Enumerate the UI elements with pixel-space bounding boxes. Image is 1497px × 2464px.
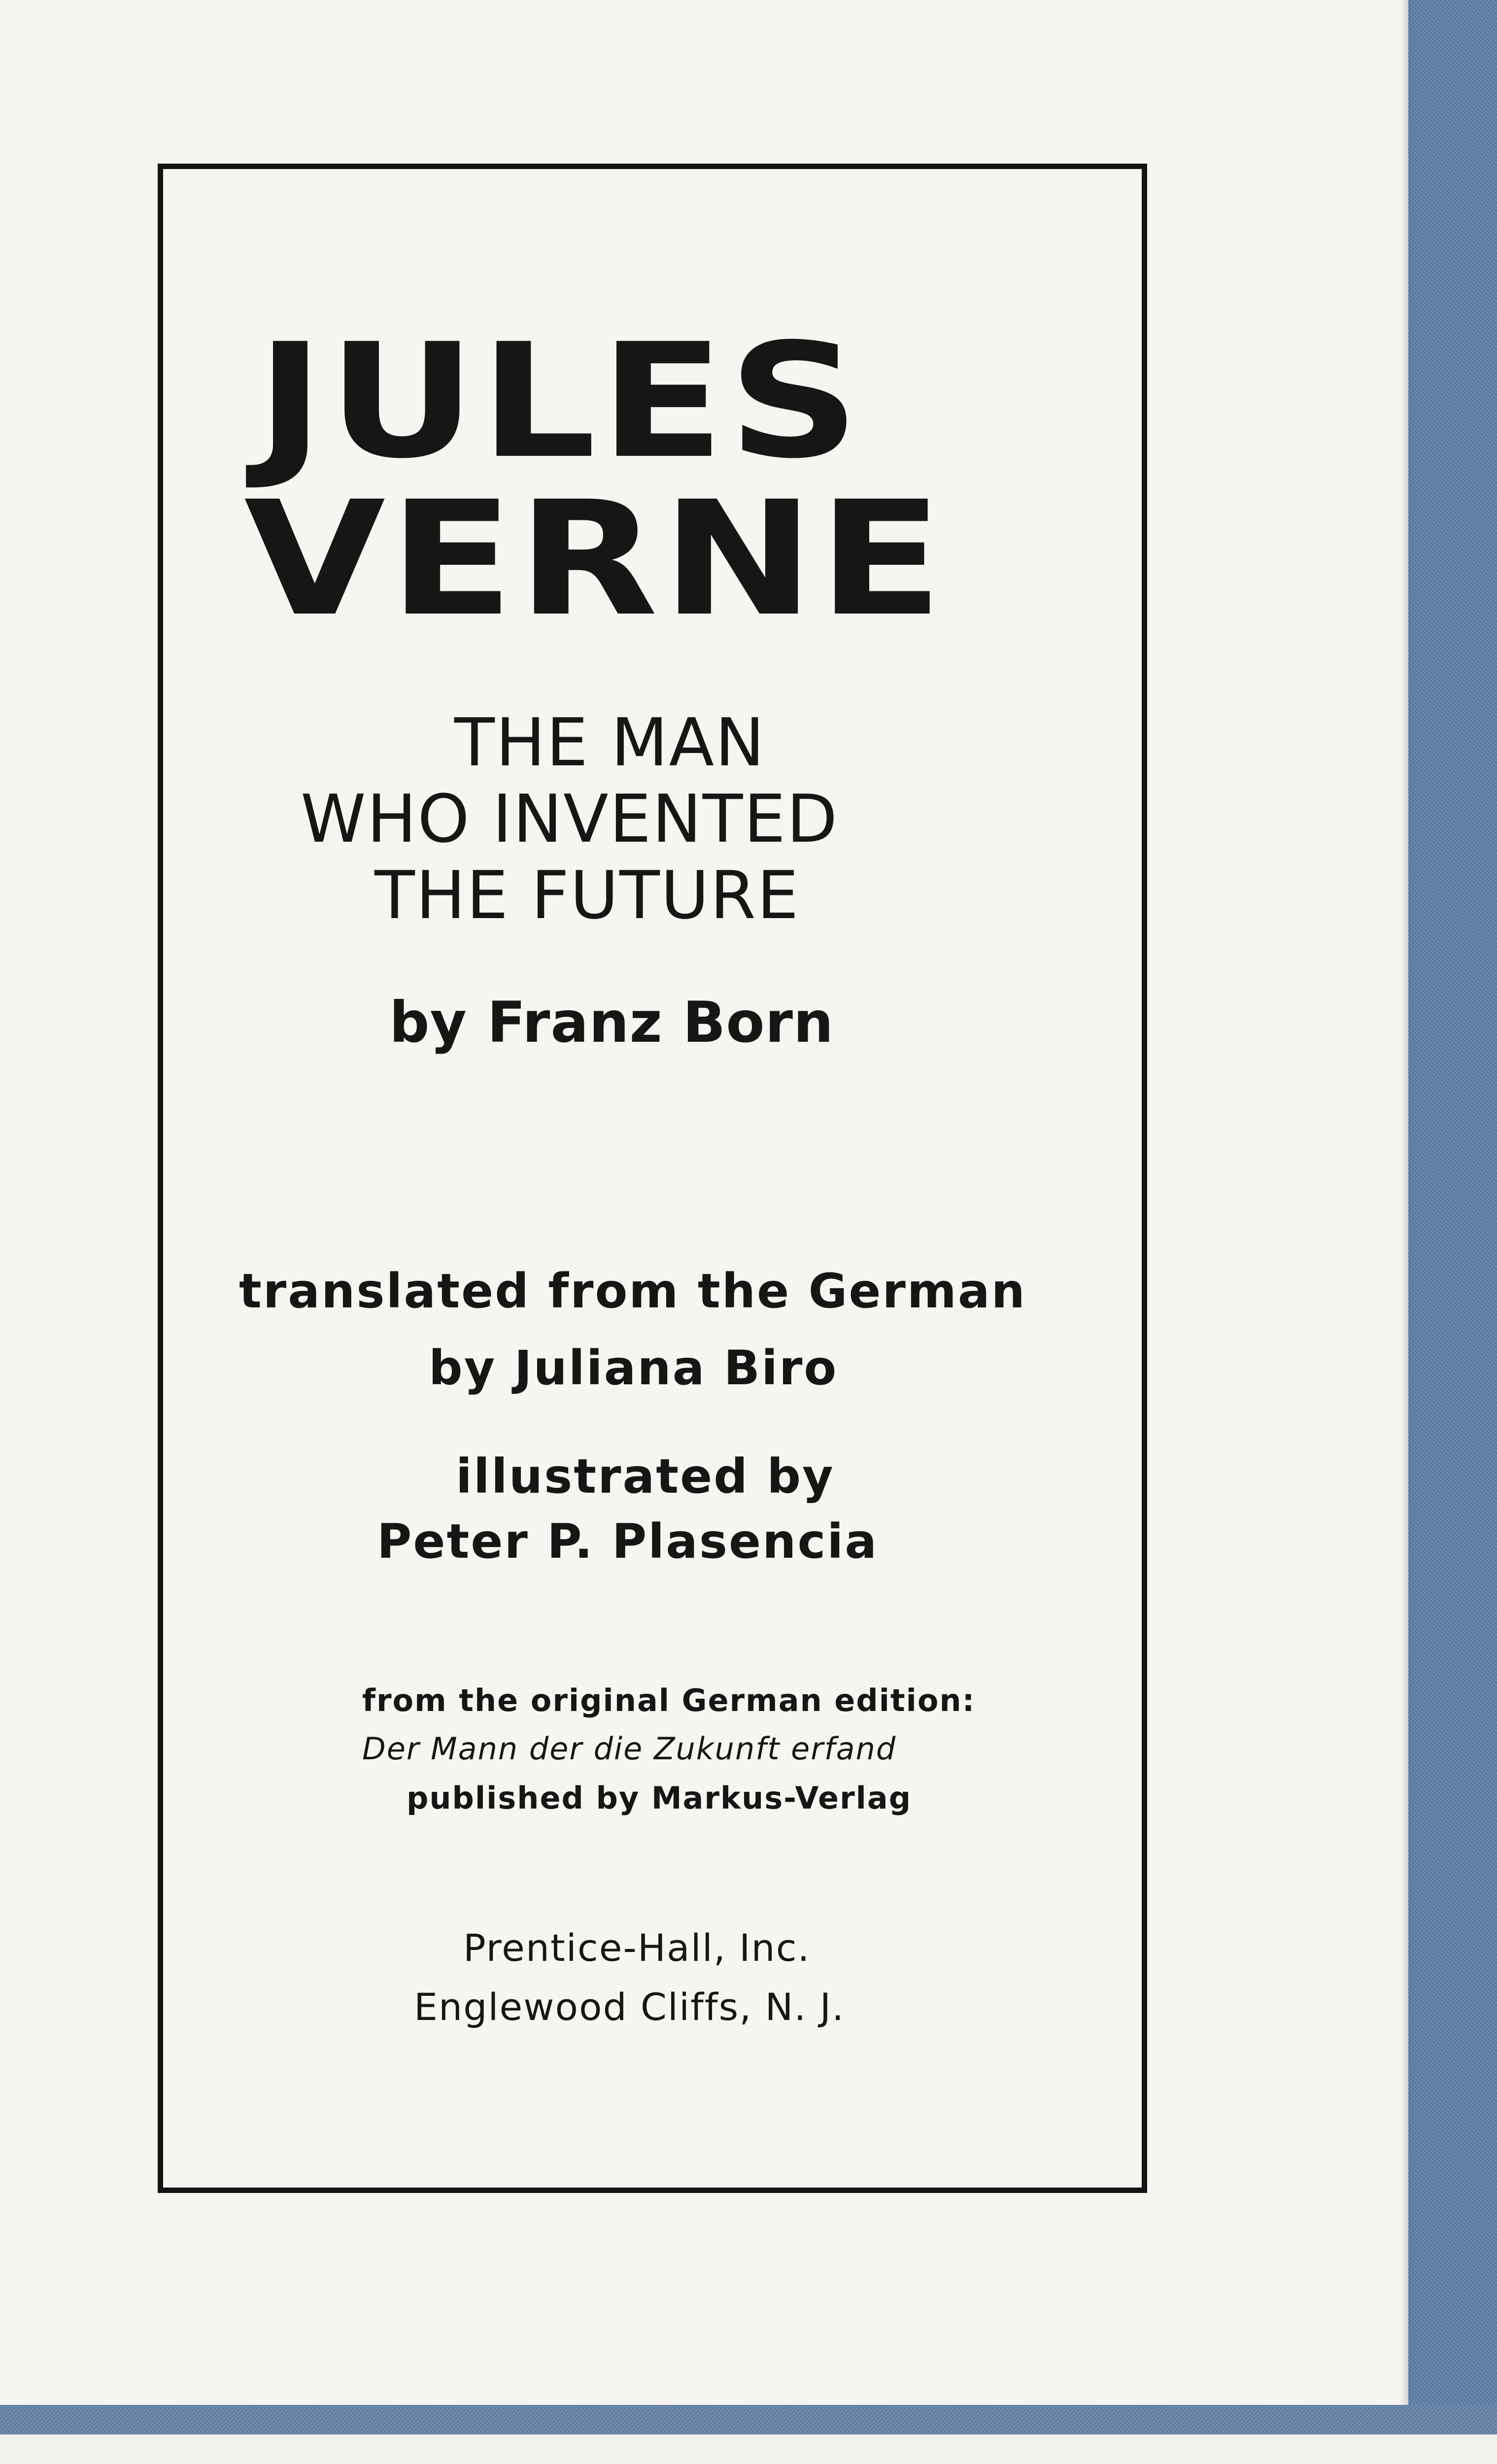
illustrator-name: Peter P. Plasencia bbox=[377, 1514, 879, 1569]
original-edition-line: from the original German edition: bbox=[362, 1682, 976, 1718]
page-edge-shadow bbox=[1400, 0, 1408, 2405]
subtitle-line-1: THE MAN bbox=[454, 704, 766, 781]
original-publisher: published by Markus-Verlag bbox=[407, 1780, 912, 1816]
publisher-name: Prentice-Hall, Inc. bbox=[463, 1926, 811, 1970]
subtitle-line-3: THE FUTURE bbox=[374, 857, 800, 934]
translated-from-line: translated from the German bbox=[239, 1264, 1027, 1319]
author-byline: by Franz Born bbox=[389, 990, 834, 1055]
book-cover-cloth-bottom bbox=[0, 2405, 1497, 2434]
illustrated-by-line: illustrated by bbox=[456, 1449, 835, 1504]
original-title: Der Mann der die Zukunft erfand bbox=[362, 1731, 897, 1767]
title-line-jules: JULES bbox=[256, 310, 863, 493]
book-cover-cloth-right bbox=[1408, 0, 1497, 2434]
translator-name: by Juliana Biro bbox=[429, 1340, 838, 1396]
publisher-location: Englewood Cliffs, N. J. bbox=[414, 1985, 845, 2029]
title-line-verne: VERNE bbox=[244, 468, 947, 651]
subtitle-line-2: WHO INVENTED bbox=[301, 781, 839, 857]
